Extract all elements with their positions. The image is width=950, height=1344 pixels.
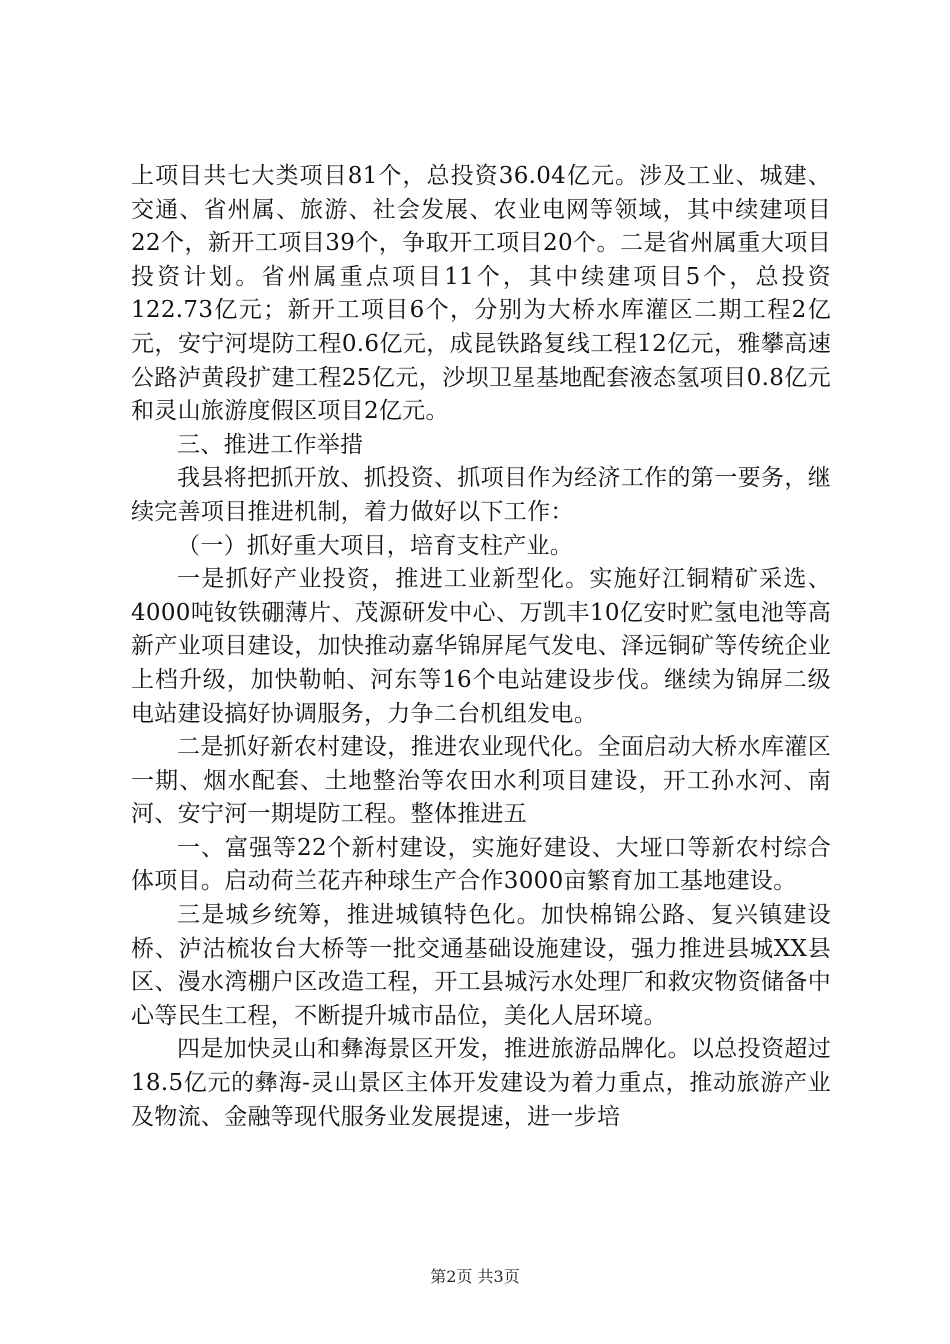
paragraph: 一是抓好产业投资，推进工业新型化。实施好江铜精矿采选、4000吨钕铁硼薄片、茂源研发中心、万凯丰10亿安时贮氢电池等高新产业项目建设，加快推动嘉华锦屏尾气发电、泽远铜矿等传统企业上档升级，加快勒帕、河东等16个电站建设步伐。继续为锦屏二级电站建设搞好协调服务，力争二台机组发电。	[131, 566, 831, 727]
paragraph: 一、富强等22个新村建设，实施好建设、大垭口等新农村综合体项目。启动荷兰花卉种球生产合作3000亩繁育加工基地建设。	[131, 834, 831, 895]
page-footer: 第2页 共3页	[430, 1267, 520, 1286]
section-heading: 三、推进工作举措	[177, 431, 364, 458]
paragraph: 我县将把抓开放、抓投资、抓项目作为经济工作的第一要务，继续完善项目推进机制，着力做好以下工作：	[131, 465, 831, 525]
subsection-heading: （一）抓好重大项目，培育支柱产业。	[177, 532, 574, 559]
paragraph: 上项目共七大类项目81个，总投资36.04亿元。涉及工业、城建、交通、省州属、旅游、社会发展、农业电网等领域，其中续建项目22个，新开工项目39个，争取开工项目20个。二是省州属重大项目投资计划。省州属重点项目11个，其中续建项目5个，总投资122.73亿元；新开工项目6个，分别为大桥水库灌区二期工程2亿元，安宁河堤防工程0.6亿元，成昆铁路复线工程12亿元，雅攀高速公路泸黄段扩建工程25亿元，沙坝卫星基地配套液态氢项目0.8亿元和灵山旅游度假区项目2亿元。	[131, 163, 831, 425]
paragraph: 四是加快灵山和彝海景区开发，推进旅游品牌化。以总投资超过18.5亿元的彝海-灵山景区主体开发建设为着力重点，推动旅游产业及物流、金融等现代服务业发展提速，进一步培	[131, 1036, 831, 1130]
paragraph: 三是城乡统筹，推进城镇特色化。加快棉锦公路、复兴镇建设桥、泸沽梳妆台大桥等一批交通基础设施建设，强力推进县城XX县区、漫水湾棚户区改造工程，开工县城污水处理厂和救灾物资储备中心等民生工程，不断提升城市品位，美化人居环境。	[131, 902, 831, 1029]
paragraph: 二是抓好新农村建设，推进农业现代化。全面启动大桥水库灌区一期、烟水配套、土地整治等农田水利项目建设，开工孙水河、南河、安宁河一期堤防工程。整体推进五	[131, 734, 831, 828]
document-body	[131, 160, 831, 1134]
